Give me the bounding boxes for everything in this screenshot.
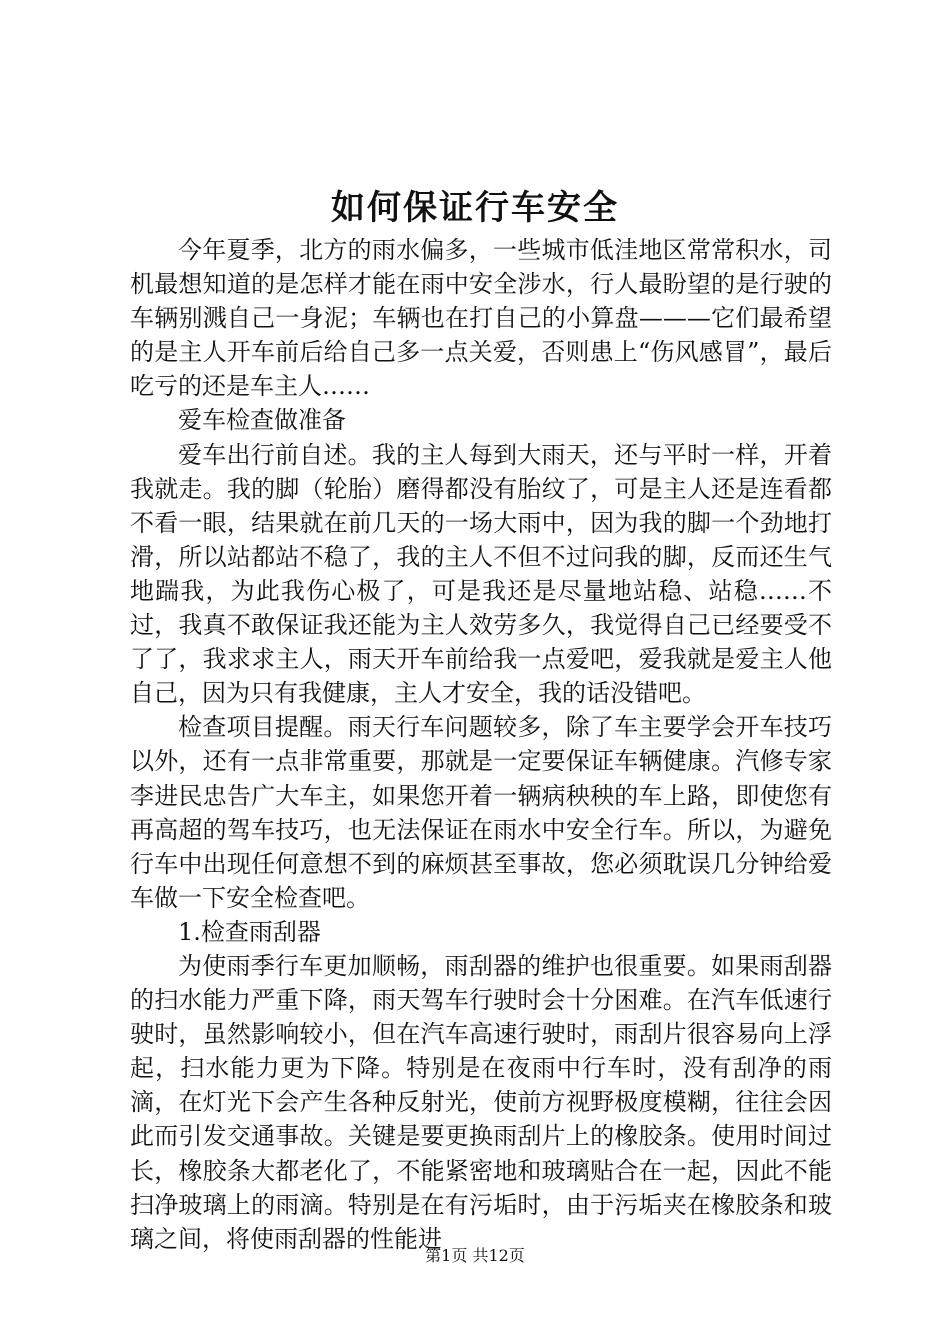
paragraph-intro: 今年夏季，北方的雨水偏多，一些城市低洼地区常常积水，司机最想知道的是怎样才能在雨中安全涉水，行人最盼望的是行驶的车辆别溅自己一身泥；车辆也在打自己的小算盘———它们最希望的是主人开车前后给自己多一点关爱，否则患上“伤风感冒”，最后吃亏的还是车主人…… (130, 236, 832, 401)
paragraph-car-narration: 爱车出行前自述。我的主人每到大雨天，还与平时一样，开着我就走。我的脚（轮胎）磨得都没有胎纹了，可是主人还是连看都不看一眼，结果就在前几天的一场大雨中，因为我的脚一个劲地打滑，所以站都站不稳了，我的主人不但不过问我的脚，反而还生气地踹我，为此我伤心极了，可是我还是尽量地站稳、站稳……不过，我真不敢保证我还能为主人效劳多久，我觉得自己已经要受不了了，我求求主人，雨天开车前给我一点爱吧，爱我就是爱主人他自己，因为只有我健康，主人才安全，我的话没错吧。 (130, 440, 832, 708)
subheading-wiper-check: 1.检查雨刮器 (178, 917, 321, 946)
page-number-footer: 第1页 共12页 (425, 1246, 525, 1265)
paragraph-check-reminder: 检查项目提醒。雨天行车问题较多，除了车主要学会开车技巧以外，还有一点非常重要，那就是一定要保证车辆健康。汽修专家李进民忠告广大车主，如果您开着一辆病秧秧的车上路，即使您有再高超的驾车技巧，也无法保证在雨水中安全行车。所以，为避免行车中出现任何意想不到的麻烦甚至事故，您必须耽误几分钟给爱车做一下安全检查吧。 (130, 713, 832, 912)
paragraph-wiper-maintenance: 为使雨季行车更加顺畅，雨刮器的维护也很重要。如果雨刮器的扫水能力严重下降，雨天驾车行驶时会十分困难。在汽车低速行驶时，虽然影响较小，但在汽车高速行驶时，雨刮片很容易向上浮起，扫水能力更为下降。特别是在夜雨中行车时，没有刮净的雨滴，在灯光下会产生各种反射光，使前方视野极度模糊，往往会因此而引发交通事故。关键是要更换雨刮片上的橡胶条。使用时间过长，橡胶条大都老化了，不能紧密地和玻璃贴合在一起，因此不能扫净玻璃上的雨滴。特别是在有污垢时，由于污垢夹在橡胶条和玻璃之间，将使雨刮器的性能进 (130, 951, 832, 1253)
section-heading-car-check: 爱车检查做准备 (178, 406, 346, 435)
document-title: 如何保证行车安全 (331, 188, 619, 228)
document-body (130, 233, 832, 1256)
